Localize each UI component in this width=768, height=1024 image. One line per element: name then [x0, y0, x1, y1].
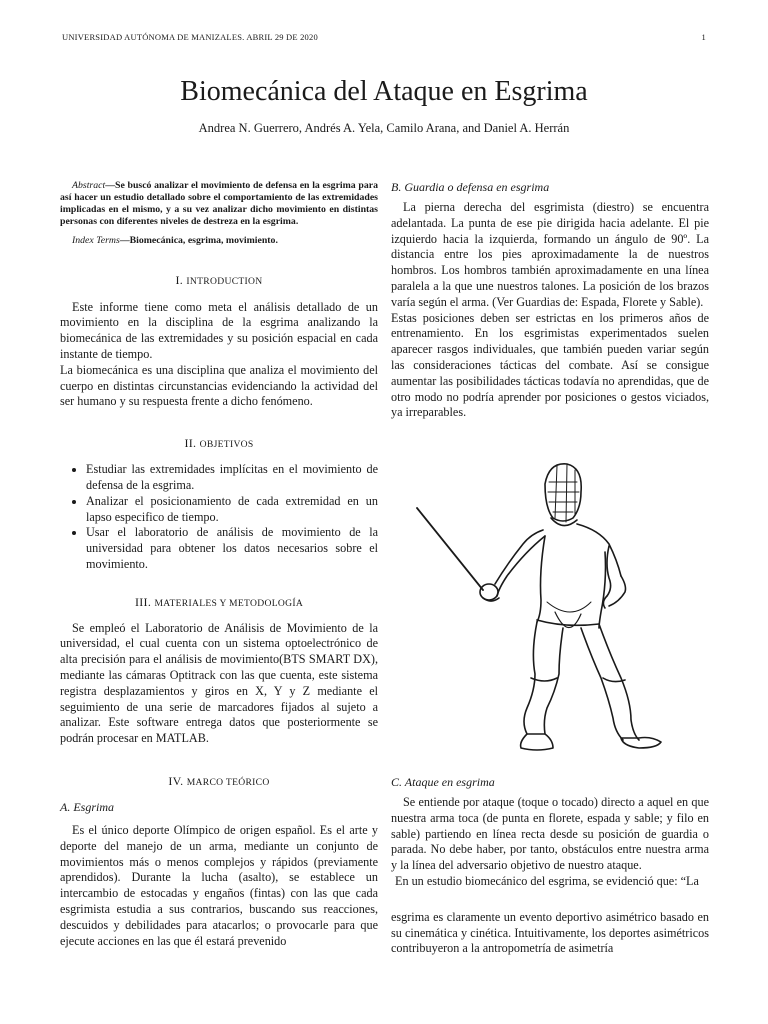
fencer-figure [395, 452, 705, 768]
abstract-text: —Se buscó analizar el movimiento de defensa en la esgrima para así hacer un estudio detallado sobre el comportamiento de las extremidades implicadas en el mismo, y a su vez analizar dicho movimiento en distintas personas con diferentes niveles de destreza en la esgrima. [60, 180, 378, 227]
jacket-front [537, 536, 545, 622]
section-heading-marco: IV. MARCO TEÓRICO [168, 774, 270, 789]
front-shoe [521, 734, 553, 750]
back-leg [581, 628, 623, 740]
subsection-heading-guardia: B. Guardia o defensa en esgrima [391, 180, 550, 194]
index-terms-text: —Biomecánica, esgrima, movimiento. [119, 234, 278, 246]
subsection-heading-ataque: C. Ataque en esgrima [391, 775, 495, 789]
index-terms-label: Index Terms [72, 234, 120, 246]
index-terms [60, 235, 378, 247]
authors: Andrea N. Guerrero, Andrés A. Yela, Camilo Arana, and Daniel A. Herrán [198, 121, 570, 135]
abstract-label: Abstract [72, 180, 106, 191]
subsection-heading-esgrima: A. Esgrima [60, 800, 114, 815]
running-head-text: UNIVERSIDAD AUTÓNOMA DE MANIZALES. ABRIL 29 DE 2020 [62, 32, 318, 42]
list-item: • Estudiar las extremidades implícitas en el movimiento de defensa de la esgrima. [86, 462, 378, 494]
intro-paragraph-2: La biomecánica es una disciplina que analiza el movimiento del cuerpo en distintas circunstancias evidenciando la actividad del ser humano y su respuesta frente a dicho fenómeno. [60, 362, 378, 409]
running-header [62, 32, 706, 42]
section-heading-materiales: III. MATERIALES Y METODOLOGÍA [134, 594, 304, 609]
page-number: 1 [701, 32, 706, 42]
back-shoe [621, 738, 661, 749]
back-shoulder [577, 524, 621, 576]
sword [417, 508, 483, 590]
materiales-paragraph: Se empleó el Laboratorio de Análisis de Movimiento de la universidad, el cual cuenta con un sistema optoelectrónico de alta precisión para el análisis de movimiento(BTS SMART DX), mediante las cámaras Optitrack con las que cuenta, este sistema registra desplazamientos y giros en X, Y y Z mediante el seguimiento de una serie de marcadores fijados al sujeto a analizar. Este software entrega datos que posteriormente se podrán procesar en MATLAB. [60, 620, 378, 746]
right-column-bottom [391, 775, 709, 957]
right-column-top [391, 180, 709, 421]
ataque-paragraph-3: esgrima es claramente un evento deportivo asimétrico basado en su cinemática y cinética. Intuitivamente, los deportes asimétricos contribuyeron a la antropometría de asimetría [391, 909, 709, 956]
esgrima-paragraph: Es el único deporte Olímpico de origen español. Es el arte y deporte del manejo de un arma, mediante un conjunto de movimientos más o menos complejos y rápidos (previamente aprendidos). Durante la lucha (asalto), se establece un intercambio de estocadas y engaños (fintas) con las que cada esgrimista estudia a sus contrarios, buscando sus reacciones, descuidos y debilidades para atacarlos; o provocarle para que ejecute acciones en las que él estará prevenido [60, 823, 378, 948]
ataque-paragraph-1: Se entiende por ataque (toque o tocado) directo a aquel en que nuestra arma toca (de punta en florete, espada y sable; y filo en sable) partiendo en línea recta desde su posición de guardia o parada. No debe haber, por tanto, obstáculos entre nuestra arma y la línea del adversario objetivo de nuestro ataque. [391, 795, 709, 873]
list-item: • Usar el laboratorio de análisis de movimiento de la universidad para obtener los datos necesarios sobre el movimiento. [86, 525, 378, 572]
guardia-paragraph-1: La pierna derecha del esgrimista (diestro) se encuentra adelantada. La punta de ese pie dirigida hacia adelante. El pie izquierdo hacia la izquierda, formando un ángulo de 90º. La distancia entre los pies aproximadamente la de nuestros hombros. Los hombros también aproximadamente en una línea paralela a la que une nuestros talones. La posición de los brazos varía según el arma. (Ver Guardias de: Espada, Florete y Sable). [391, 200, 709, 309]
left-column [60, 180, 378, 949]
intro-paragraph-1: Este informe tiene como meta el análisis detallado de un movimiento en la disciplina de la esgrima analizando la biomecánica de las extremidades y su posición espacial en cada instante de tiempo. [60, 299, 378, 361]
section-heading-objetivos: II. OBJETIVOS [184, 436, 254, 451]
guardia-paragraph-2: Estas posiciones deben ser estrictas en los primeros años de entrenamiento. En los esgrimistas experimentados suelen aparecer rasgos individuales, que también pueden variar según las consideraciones tácticas del combate. Así se consigue aumentar las posibilidades tácticas todavía no aprendidas, que de otro modo no podría aprender por posiciones o gestos viciados, ya irreparables. [391, 310, 709, 420]
objetivos-list [60, 462, 378, 573]
paper-title: Biomecánica del Ataque en Esgrima [180, 76, 588, 107]
section-heading-introduction: I. INTRODUCTION [175, 272, 263, 287]
list-item: • Analizar el posicionamiento de cada extremidad en un lapso especifico de tiempo. [86, 494, 378, 526]
ataque-paragraph-2: En un estudio biomecánico del esgrima, se evidenció que: “La [395, 873, 699, 888]
abstract [60, 180, 378, 228]
